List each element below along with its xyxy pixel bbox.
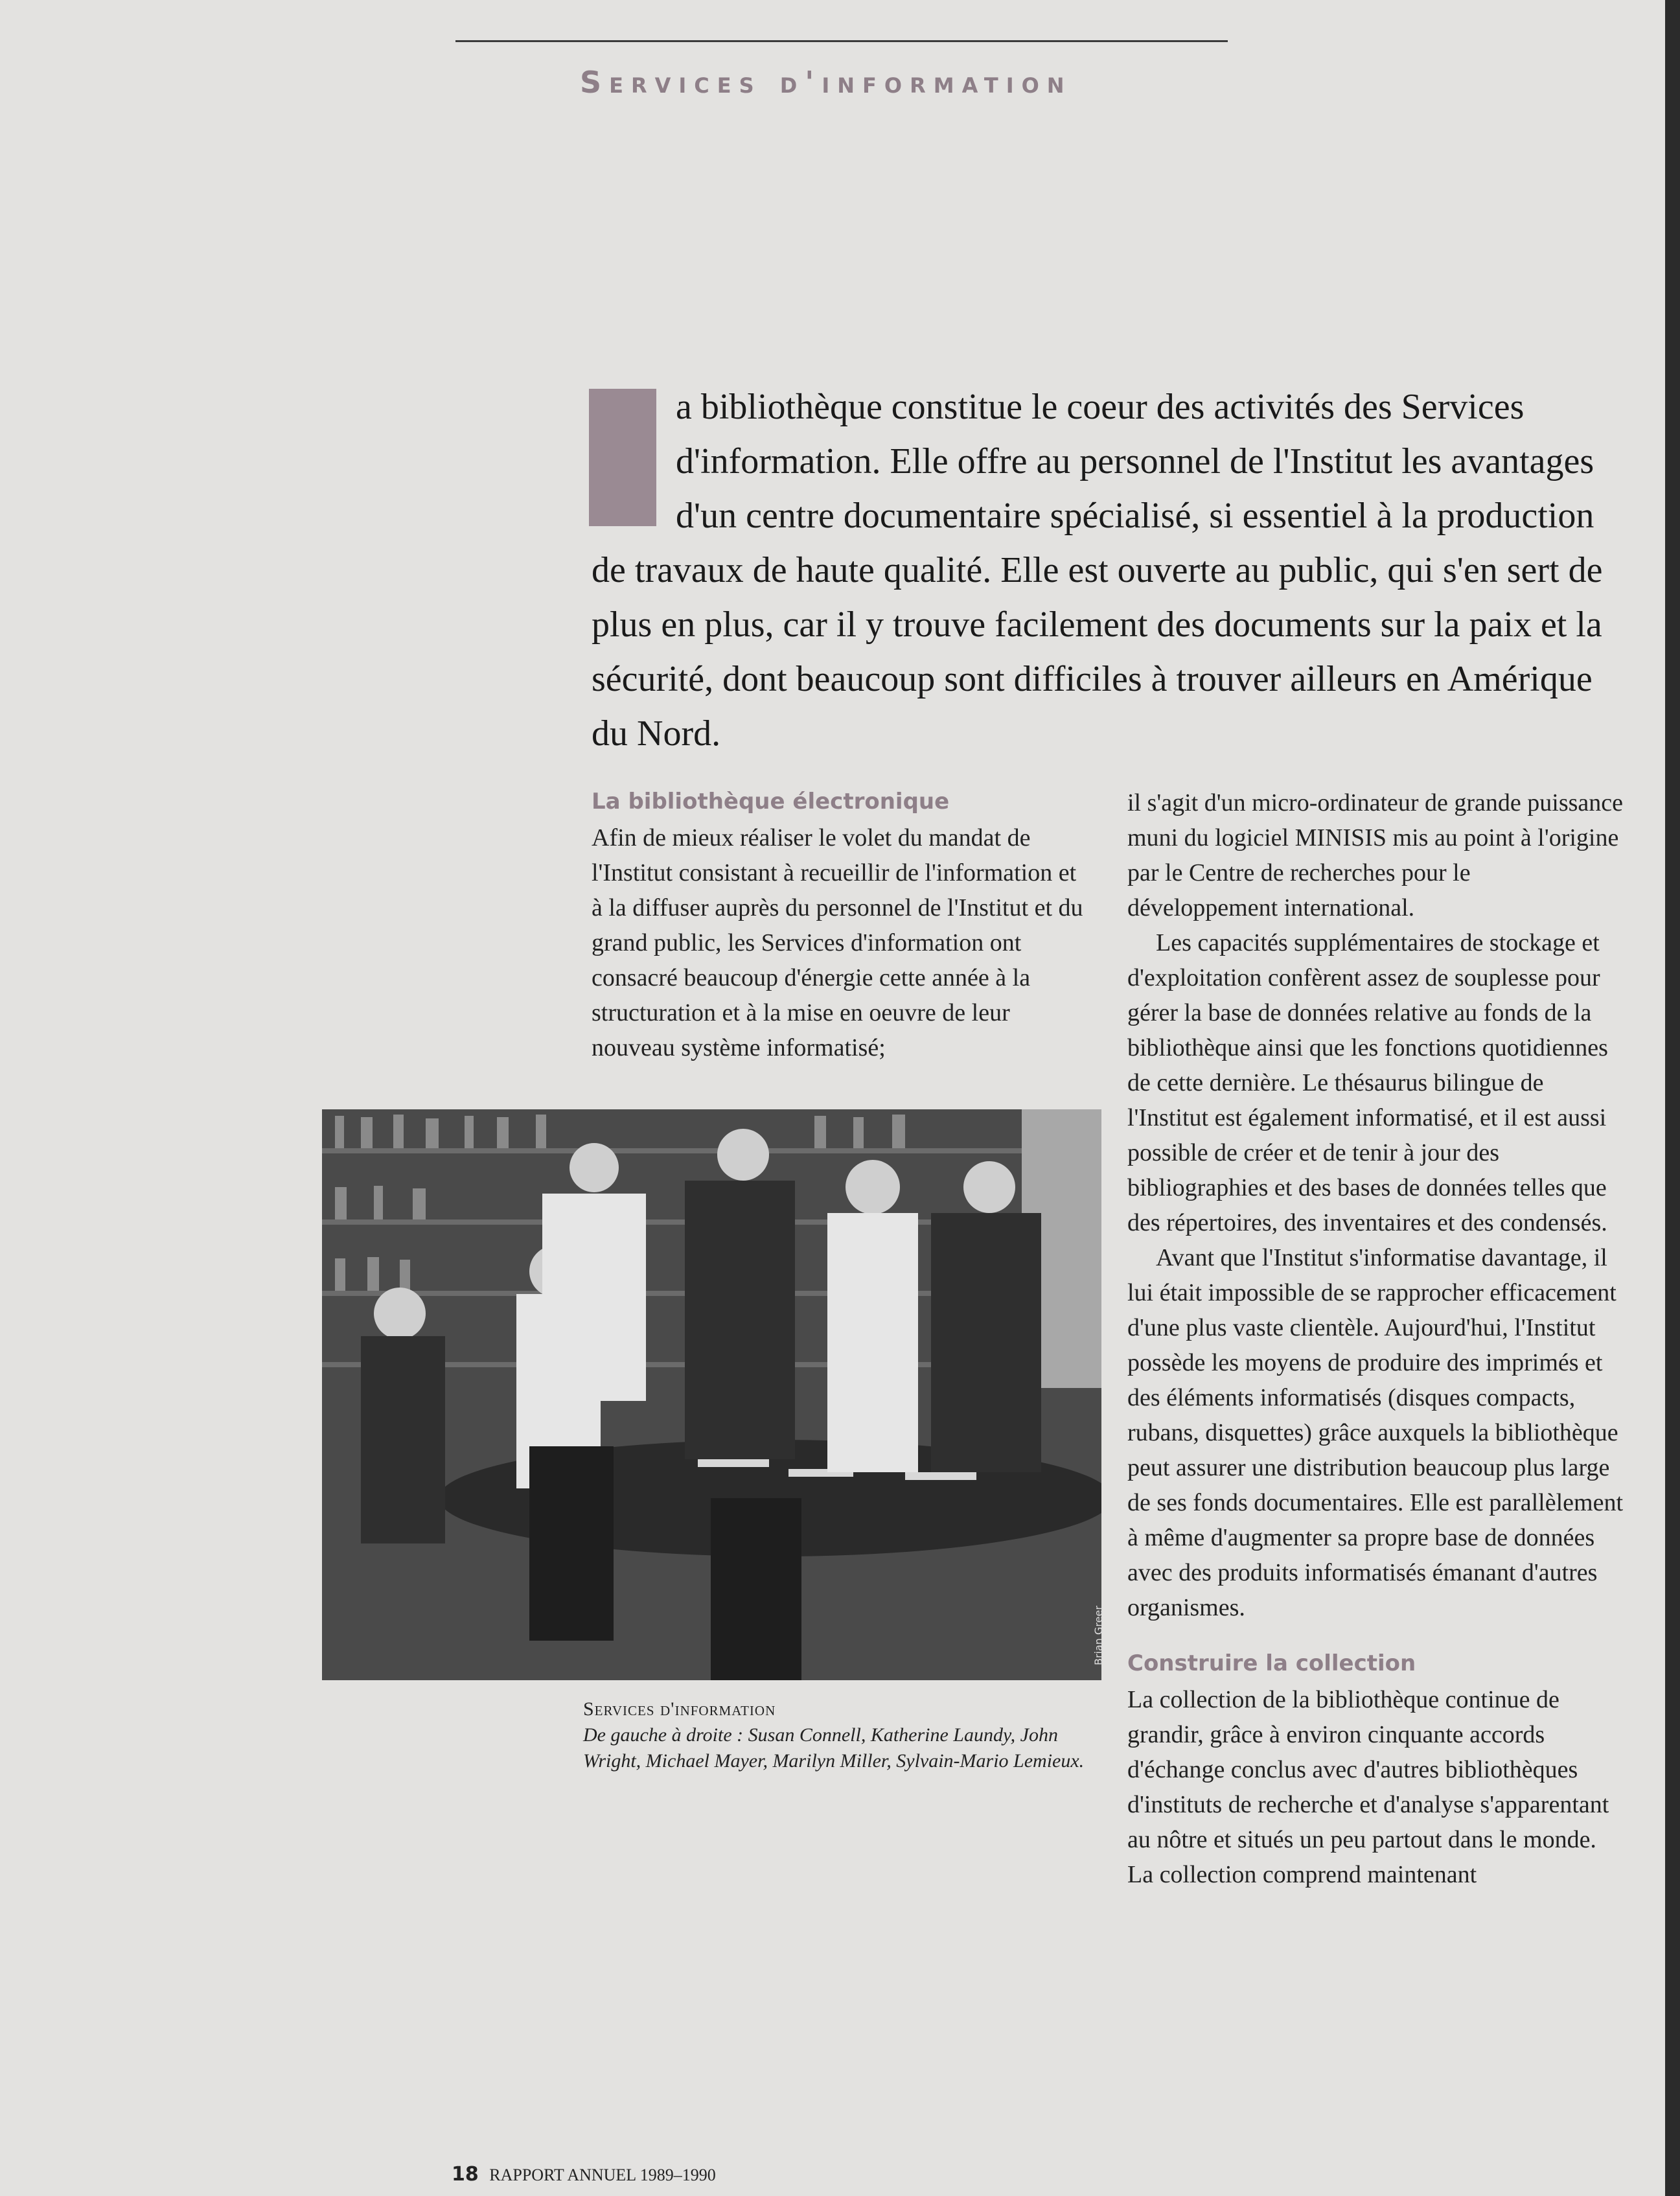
section-title: Services d'information [580,65,1072,100]
page-edge [1665,0,1680,2196]
subhead-electronic-library: La bibliothèque électronique [592,789,950,815]
publication-title: RAPPORT ANNUEL 1989–1990 [489,2166,716,2184]
caption-names: De gauche à droite : Susan Connell, Katherine Laundy, John Wright, Michael Mayer, Marilyn Miller, Sylvain-Mario Lemieux. [583,1724,1085,1772]
lead-paragraph [592,380,1622,761]
page-footer [452,2163,716,2186]
right-paragraph-1: il s'agit d'un micro-ordinateur de grande puissance muni du logiciel MINISIS mis au point à l'origine par le Centre de recherches pour le développement international. [1127,789,1624,921]
right-paragraph-4: La collection de la bibliothèque continue de grandir, grâce à environ cinquante accords d'échange conclus avec d'autres bibliothèques d'instituts de recherche et d'analyse s'apparentant au nôtre et situés un peu partout dans le monde. La collection comprend maintenant [1127,1686,1609,1888]
lead-text: a bibliothèque constitue le coeur des activités des Services d'information. Elle offre au personnel de l'Institut les avantages d'un centre documentaire spécialisé, si essentiel à la production de travaux de haute qualité. Elle est ouverte au public, qui s'en sert de plus en plus, car il y trouve facilement des documents sur la paix et la sécurité, dont beaucoup sont difficiles à trouver ailleurs en Amérique du Nord. [592,387,1603,754]
photo-caption [583,1696,1101,1774]
right-column [1127,785,1626,1892]
left-column [592,785,1090,1065]
caption-title: Services d'information [583,1698,776,1720]
header-rule [455,40,1228,42]
staff-photo [322,1109,1101,1680]
subhead-collection: Construire la collection [1127,1650,1416,1676]
photo-credit: Brian Greer [1092,1606,1105,1665]
right-paragraph-2: Les capacités supplémentaires de stockage et d'exploitation confèrent assez de souplesse pour gérer la base de données relative au fonds de la bibliothèque ainsi que les fonctions quotidiennes de cette dernière. Le thésaurus bilingue de l'Institut est également informatisé, et il est aussi possible de créer et de tenir à jour des bibliographies et des bases de données telles que des répertoires, des inventaires et des condensés. [1127,929,1608,1236]
right-paragraph-3: Avant que l'Institut s'informatise davantage, il lui était impossible de se rapprocher efficacement d'une plus vaste clientèle. Aujourd'hui, l'Institut possède les moyens de produire des imprimés et des éléments informatisés (disques compacts, rubans, disquettes) grâce auxquels la bibliothèque peut assurer une distribution beaucoup plus large de ses fonds documentaires. Elle est parallèlement à même d'augmenter sa propre base de données avec des produits informatisés émanant d'autres organismes. [1127,1244,1624,1621]
drop-cap [589,389,656,526]
left-paragraph: Afin de mieux réaliser le volet du mandat de l'Institut consistant à recueillir de l'information et à la diffuser auprès du personnel de l'Institut et du grand public, les Services d'information ont consacré beaucoup d'énergie cette année à la structuration et à la mise en oeuvre de leur nouveau système informatisé; [592,824,1083,1061]
page-number: 18 [452,2163,479,2186]
photo-illustration [322,1109,1101,1680]
